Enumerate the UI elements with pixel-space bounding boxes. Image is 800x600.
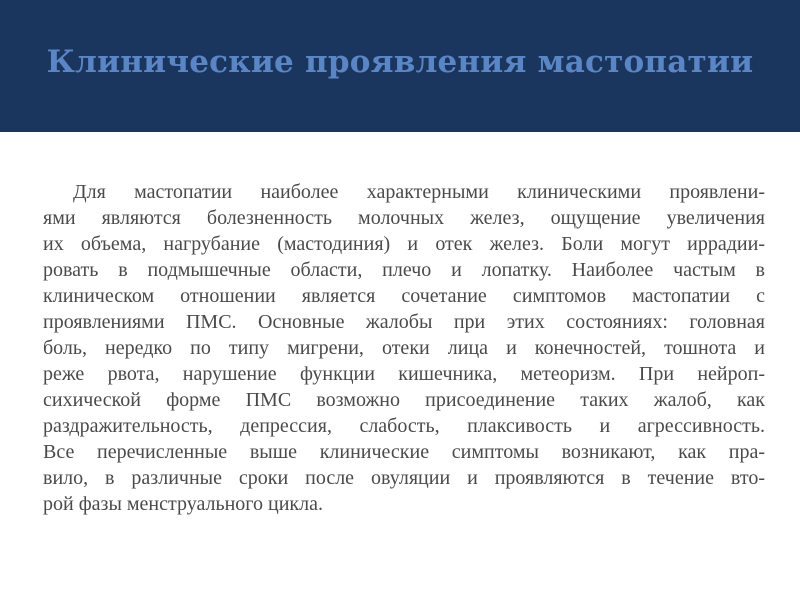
title-band [0, 0, 800, 132]
text-line: Все перечисленные выше клинические симптомы возникают, как пра- [43, 441, 765, 463]
slide-title: Клинические проявления мастопатии [46, 44, 754, 80]
text-line: Для мастопатии наиболее характерными клиническими проявлени- [73, 181, 765, 203]
text-line: раздражительность, депрессия, слабость, плаксивость и агрессивность. [43, 415, 765, 437]
text-line: сихической форме ПМС возможно присоединение таких жалоб, как [43, 389, 765, 411]
text-line: рой фазы менструального цикла. [43, 493, 323, 515]
body-paragraph [43, 179, 765, 517]
text-line: реже рвота, нарушение функции кишечника, метеоризм. При нейроп- [43, 363, 765, 385]
text-line: боль, нередко по типу мигрени, отеки лица и конечностей, тошнота и [43, 337, 765, 359]
text-line: ровать в подмышечные области, плечо и лопатку. Наиболее частым в [43, 259, 765, 281]
text-line: клиническом отношении является сочетание симптомов мастопатии с [43, 285, 765, 307]
text-line: вило, в различные сроки после овуляции и проявляются в течение вто- [43, 467, 765, 489]
text-line: ями являются болезненность молочных желез, ощущение увеличения [43, 207, 765, 229]
text-line: проявлениями ПМС. Основные жалобы при этих состояниях: головная [43, 311, 765, 333]
text-line: их объема, нагрубание (мастодиния) и отек желез. Боли могут иррадии- [43, 233, 765, 255]
